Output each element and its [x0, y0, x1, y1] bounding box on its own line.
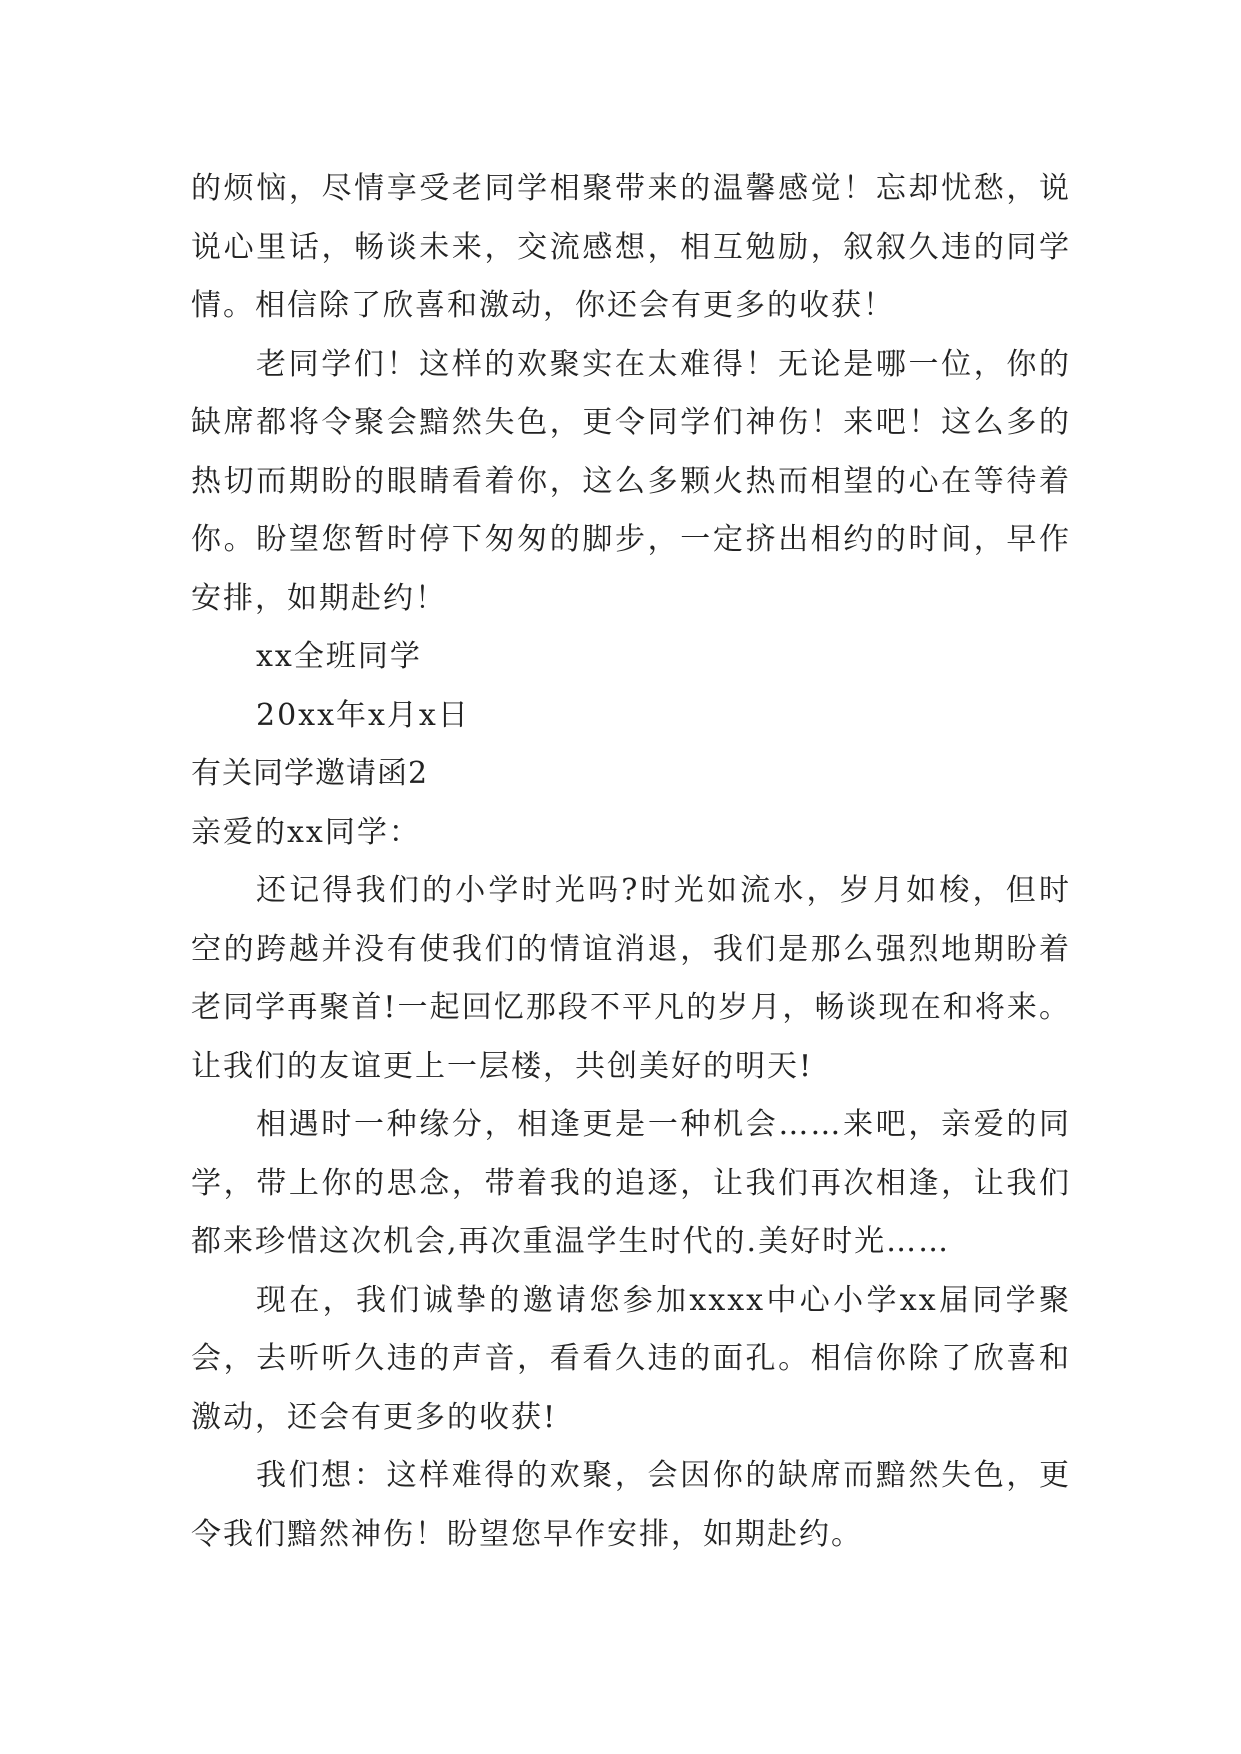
document-page	[191, 160, 1071, 1564]
salutation: 亲爱的xx同学：	[191, 814, 421, 850]
section-heading: 有关同学邀请函2	[191, 756, 429, 791]
paragraph-4: 相遇时一种缘分，相逢更是一种机会……来吧，亲爱的同学，带上你的思念，带着我的追逐，让我们再次相逢，让我们都来珍惜这次机会,再次重温学生时代的.美好时光……	[191, 1107, 1071, 1259]
paragraph-2: 老同学们！这样的欢聚实在太难得！无论是哪一位，你的缺席都将令聚会黯然失色，更令同学们神伤！来吧！这么多的热切而期盼的眼睛看着你，这么多颗火热而相望的心在等待着你。盼望您暂时停下匆匆的脚步，一定挤出相约的时间，早作安排，如期赴约！	[191, 346, 1071, 616]
signature: xx全班同学	[256, 639, 422, 674]
paragraph-3: 还记得我们的小学时光吗?时光如流水，岁月如梭，但时空的跨越并没有使我们的情谊消退，我们是那么强烈地期盼着老同学再聚首!一起回忆那段不平凡的岁月，畅谈现在和将来。让我们的友谊更上一层楼，共创美好的明天!	[191, 873, 1071, 1084]
date-line: 20xx年x月x日	[256, 697, 470, 733]
paragraph-1: 的烦恼，尽情享受老同学相聚带来的温馨感觉！忘却忧愁，说说心里话，畅谈未来，交流感想，相互勉励，叙叙久违的同学情。相信除了欣喜和激动，你还会有更多的收获！	[191, 171, 1071, 323]
paragraph-6: 我们想：这样难得的欢聚，会因你的缺席而黯然失色，更令我们黯然神伤！盼望您早作安排，如期赴约。	[191, 1458, 1071, 1552]
paragraph-5: 现在，我们诚挚的邀请您参加xxxx中心小学xx届同学聚会，去听听久违的声音，看看久违的面孔。相信你除了欣喜和激动，还会有更多的收获!	[191, 1282, 1071, 1435]
